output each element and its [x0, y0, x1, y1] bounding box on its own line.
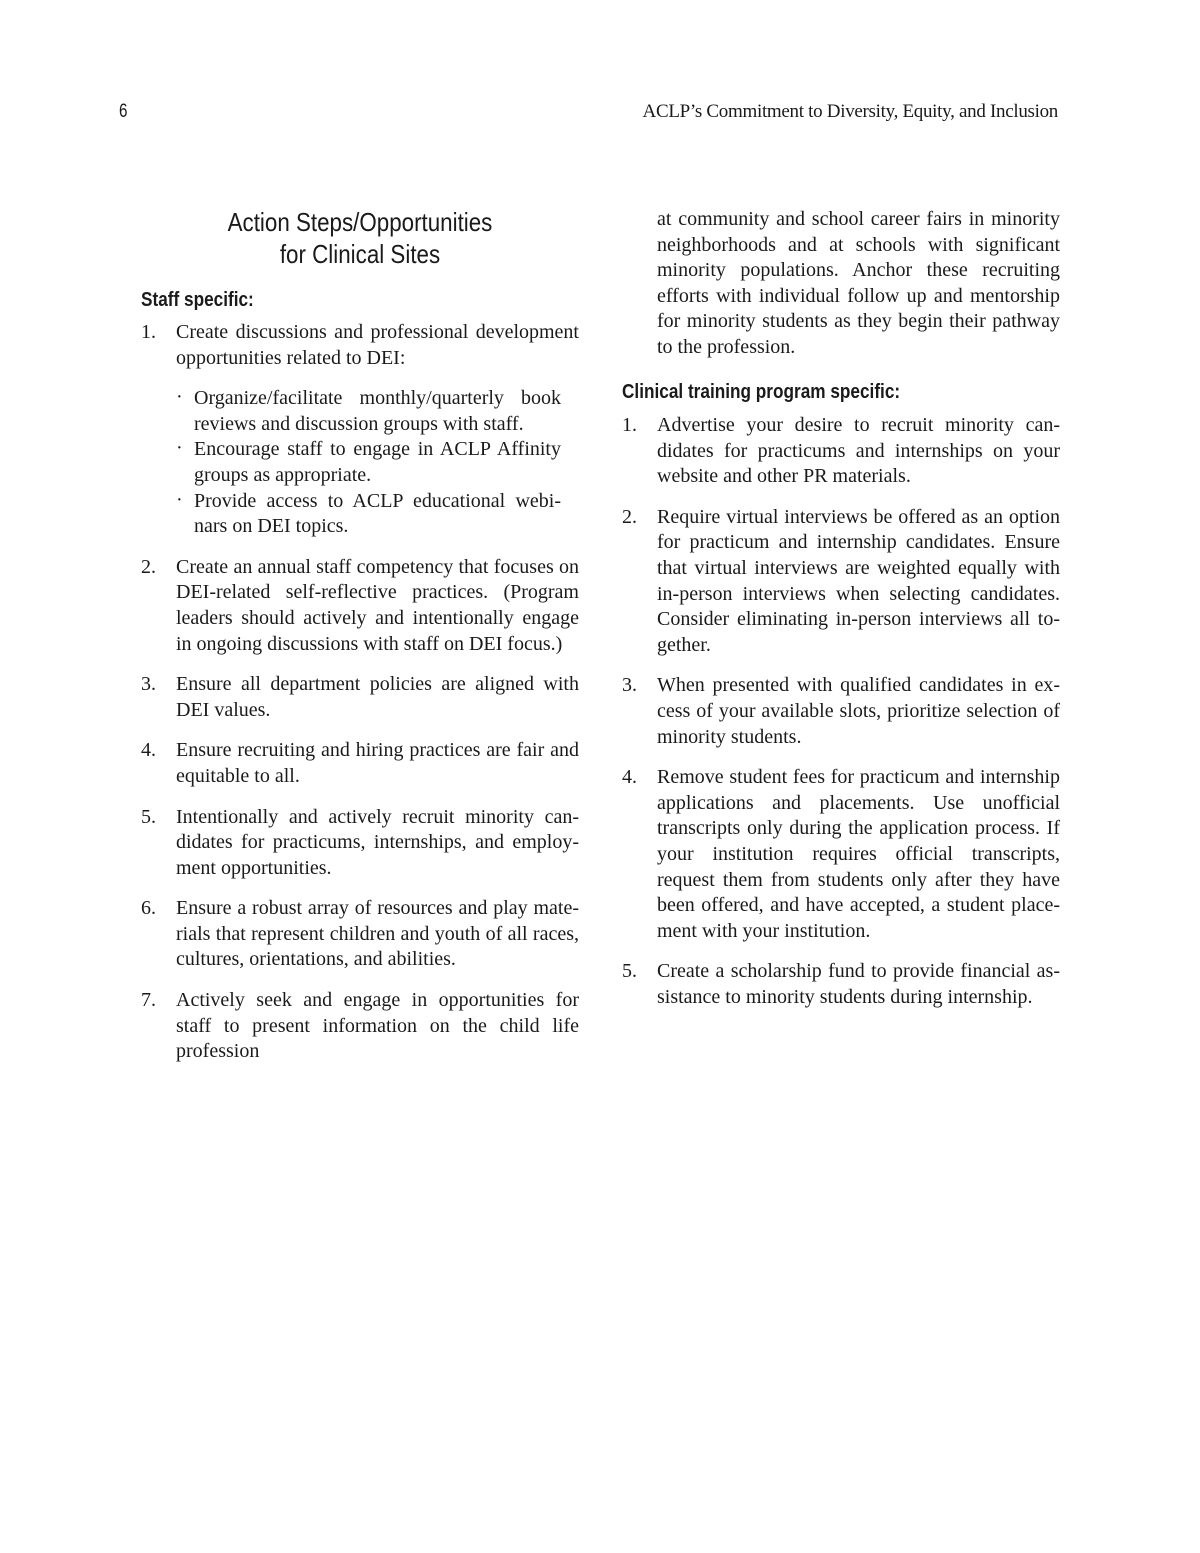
list-number: 6.: [141, 897, 156, 920]
staff-item-1: [141, 320, 579, 540]
sub-bullet-item: [176, 386, 579, 437]
sub-bullet-text: Encourage staff to engage in ACLP Affinity groups as appropriate.: [194, 438, 561, 486]
clinical-item-5: [622, 959, 1060, 1010]
list-number: 5.: [622, 960, 637, 983]
list-number: 1.: [141, 321, 156, 343]
clinical-item-4: [622, 765, 1060, 944]
list-number: 7.: [141, 989, 156, 1012]
sub-bullet-text: Provide access to ACLP educational webinars on DEI topics.: [194, 489, 561, 538]
list-item-text: Ensure a robust array of resources and play materials that represent children and youth of all races, cultures, orientations, and abilities.: [176, 897, 579, 971]
list-number: 4.: [141, 739, 156, 762]
sub-bullet-list: [176, 386, 579, 540]
list-number: 2.: [622, 505, 637, 528]
list-item-text: Actively seek and engage in opportunities for staff to present information on the child life profession: [176, 989, 579, 1063]
list-item-text: Intentionally and actively recruit minority candidates for practicums, internships, and employment opportunities.: [176, 805, 579, 879]
list-item-text: When presented with qualified candidates in excess of your available slots, prioritize selection of minority students.: [657, 674, 1060, 748]
list-number: 3.: [622, 674, 637, 697]
list-number: 3.: [141, 673, 156, 696]
list-item-text: Ensure all department policies are aligned with DEI values.: [176, 673, 579, 721]
sub-bullet-text: Organize/facilitate monthly/quarterly book reviews and discussion groups with staff.: [194, 387, 561, 435]
list-item-text: Remove student fees for practicum and internship applications and placements. Use unofficial transcripts only during the application process. If your institution requires official transcripts, request them from students only after they have been offered, and have accepted, a student placement with your institution.: [657, 766, 1060, 942]
list-item-text: Create an annual staff competency that focuses on DEI-related self-reflective practices. (Program leaders should actively and intentionally engage in ongoing discussions with staff on DEI focus.): [176, 555, 579, 655]
staff-item-3: [141, 672, 579, 723]
bullet-dot-icon: ·: [176, 437, 183, 460]
list-number: 1.: [622, 414, 637, 436]
section-title-line-2: for Clinical Sites: [279, 238, 441, 269]
section-title-line-1: Action Steps/Opportunities: [227, 207, 493, 237]
staff-item-7: [141, 988, 579, 1065]
section-title: [172, 207, 549, 270]
staff-item-5: [141, 805, 579, 882]
clinical-item-3: [622, 673, 1060, 750]
clinical-item-2: [622, 505, 1060, 659]
list-item-text: Ensure recruiting and hiring practices are fair and equitable to all.: [176, 739, 579, 787]
running-header-title: ACLP’s Commitment to Diversity, Equity, and Inclusion: [642, 101, 1058, 122]
list-item-text: Create a scholarship fund to provide financial assistance to minority students during internship.: [657, 960, 1060, 1008]
sub-bullet-item: [176, 489, 579, 540]
clinical-action-list: [622, 413, 1060, 1025]
list-item-text: Create discussions and professional development opportunities related to DEI:: [176, 321, 579, 369]
page-number: 6: [119, 101, 128, 122]
sub-bullet-item: [176, 437, 579, 488]
clinical-item-1: [622, 413, 1060, 490]
list-number: 5.: [141, 805, 156, 828]
clinical-training-subhead: Clinical training program specific:: [622, 381, 901, 403]
staff-action-list: [141, 320, 579, 1080]
bullet-dot-icon: ·: [176, 386, 183, 409]
staff-item-4: [141, 738, 579, 789]
list-number: 2.: [141, 555, 156, 578]
staff-item-6: [141, 896, 579, 973]
staff-item-7-continuation: at community and school career fairs in minority neighborhoods and at schools with significant minority populations. Anchor these recruiting efforts with individual follow up and mentorship for minority students as they begin their pathway to the profession.: [657, 208, 1060, 358]
staff-specific-subhead: Staff specific:: [141, 289, 254, 311]
list-item-text: Advertise your desire to recruit minority candidates for practicums and internships on your website and other PR materials.: [657, 414, 1060, 488]
staff-item-2: [141, 555, 579, 657]
list-item-text: Require virtual interviews be offered as an option for practicum and internship candidates. Ensure that virtual interviews are weighted equally with in-person interviews when selecting candidates. Consider eliminating in-person interviews all together.: [657, 505, 1060, 656]
bullet-dot-icon: ·: [176, 488, 183, 511]
list-number: 4.: [622, 766, 637, 789]
